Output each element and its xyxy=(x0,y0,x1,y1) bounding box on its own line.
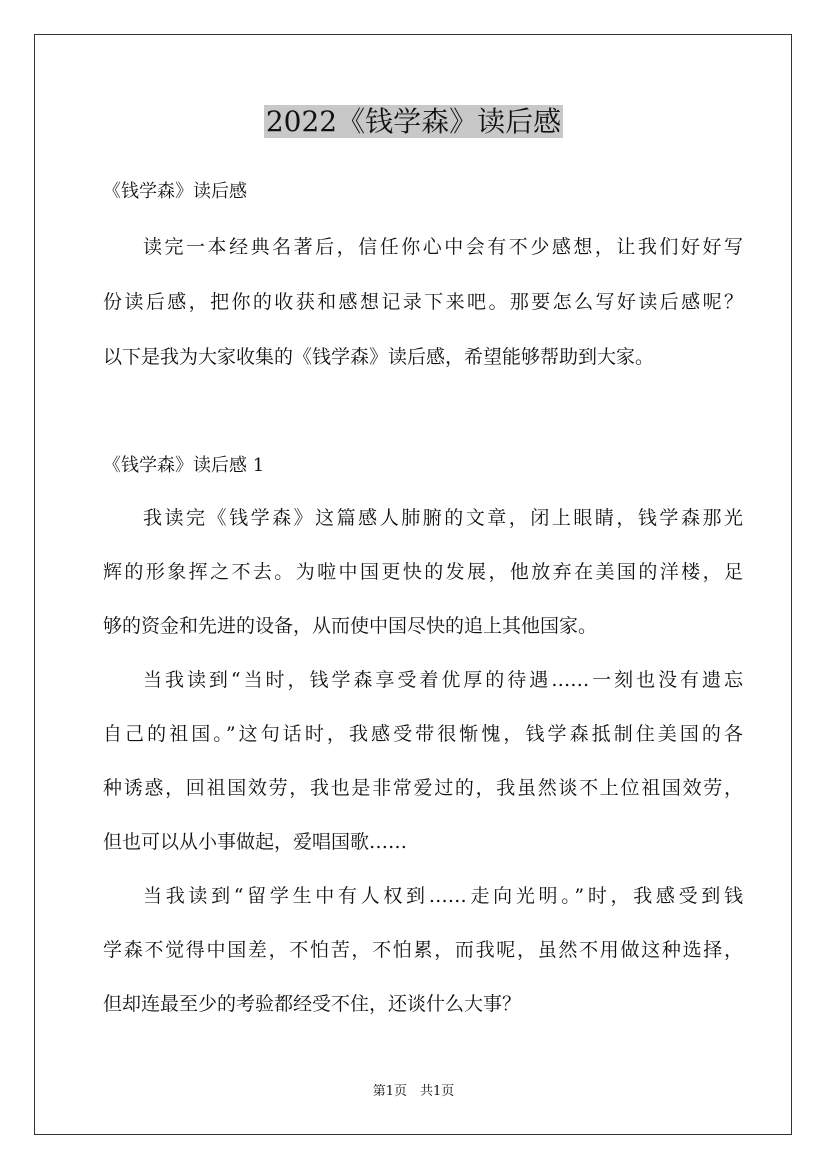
paragraph-line: 种诱惑，回祖国效劳，我也是非常爱过的，我虽然谈不上位祖国效劳， xyxy=(103,777,743,799)
paragraph-line: 当我读到“当时，钱学森享受着优厚的待遇……一刻也没有遗忘 xyxy=(143,669,743,691)
document-title xyxy=(0,101,827,143)
paragraph-line: 但却连最至少的考验都经受不住，还谈什么大事？ xyxy=(103,993,522,1015)
paragraph-line: 自己的祖国。”这句话时，我感受带很惭愧，钱学森抵制住美国的各 xyxy=(103,723,743,745)
paragraph-line: 当我读到“留学生中有人权到……走向光明。”时，我感受到钱 xyxy=(143,885,743,907)
page-number: 第1页 共1页 xyxy=(372,1084,455,1099)
section-heading: 《钱学森》读后感 1 xyxy=(103,455,265,476)
document-title-text: 2022《钱学森》读后感 xyxy=(265,105,562,138)
intro-line: 份读后感，把你的收获和感想记录下来吧。那要怎么写好读后感呢？ xyxy=(103,291,743,313)
paragraph-line: 学森不觉得中国差，不怕苦，不怕累，而我呢，虽然不用做这种选择， xyxy=(103,939,743,961)
paragraph-line: 够的资金和先进的设备，从而使中国尽快的追上其他国家。 xyxy=(103,615,598,637)
paragraph-line: 但也可以从小事做起，爱唱国歌…… xyxy=(103,831,408,853)
paragraph-line: 我读完《钱学森》这篇感人肺腑的文章，闭上眼睛，钱学森那光 xyxy=(143,507,743,529)
intro-line: 读完一本经典名著后，信任你心中会有不少感想，让我们好好写 xyxy=(143,236,743,258)
paragraph-line: 辉的形象挥之不去。为啦中国更快的发展，他放弃在美国的洋楼，足 xyxy=(103,561,743,583)
intro-line: 以下是我为大家收集的《钱学森》读后感，希望能够帮助到大家。 xyxy=(103,346,655,368)
intro-heading: 《钱学森》读后感 xyxy=(103,181,247,202)
